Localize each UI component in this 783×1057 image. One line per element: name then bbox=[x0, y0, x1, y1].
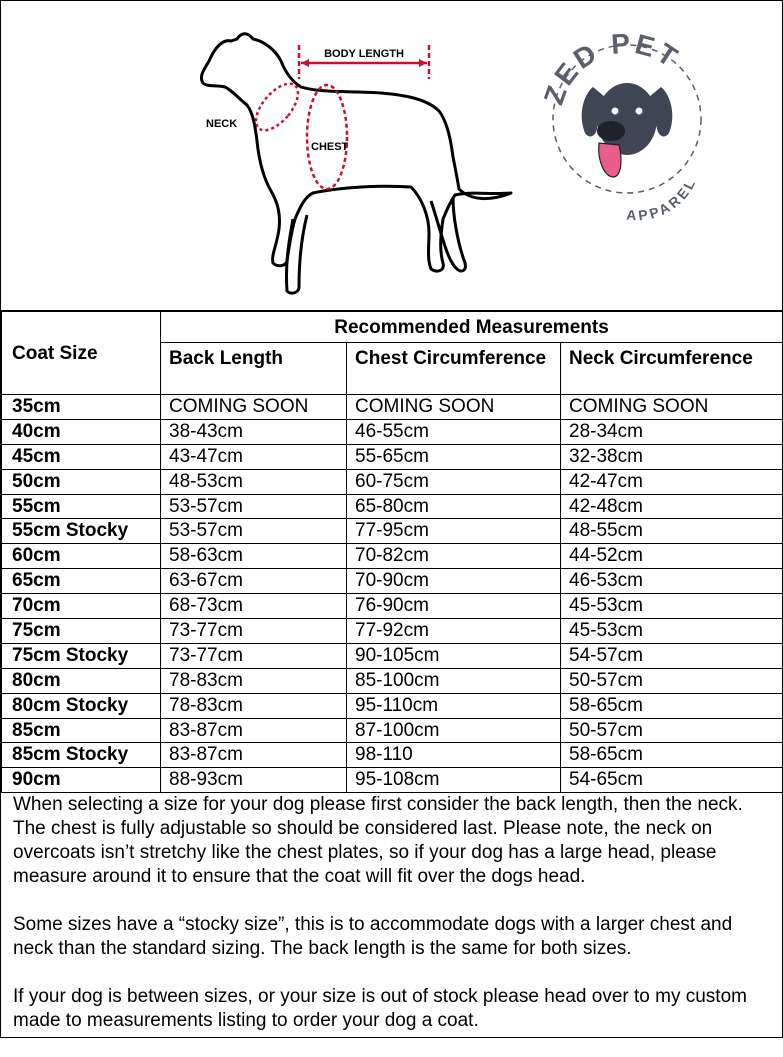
neck-circumference-cell: 42-47cm bbox=[561, 469, 783, 494]
size-rows bbox=[2, 395, 783, 793]
table-row bbox=[2, 494, 783, 519]
back-length-cell: 58-63cm bbox=[161, 544, 347, 569]
neck-circumference-cell: 54-65cm bbox=[561, 768, 783, 793]
chest-circumference-cell: 70-82cm bbox=[347, 544, 561, 569]
neck-circumference-cell: 45-53cm bbox=[561, 619, 783, 644]
chest-circumference-cell: 85-100cm bbox=[347, 668, 561, 693]
coat-size-cell: 55cm bbox=[2, 494, 161, 519]
coat-size-cell: 85cm Stocky bbox=[2, 743, 161, 768]
neck-circumference-cell: 48-55cm bbox=[561, 519, 783, 544]
neck-circumference-cell: 44-52cm bbox=[561, 544, 783, 569]
logo-right-eye-icon bbox=[636, 108, 643, 115]
chest-circumference-cell: 76-90cm bbox=[347, 594, 561, 619]
neck-circumference-cell: 45-53cm bbox=[561, 594, 783, 619]
sizing-note-priority: When selecting a size for your dog please first consider the back length, then the neck. The chest is fully adjustable so should be considered last. Please note, the neck on overcoats isn’t stretchy like the chest plates, so if your dog has a large head, please measure around it to ensure that the coat will fit over the dogs head. bbox=[13, 794, 743, 887]
sizing-notes bbox=[13, 793, 775, 1057]
recommended-measurements-header: Recommended Measurements bbox=[161, 312, 783, 343]
table-row bbox=[2, 643, 783, 668]
table-row bbox=[2, 419, 783, 444]
back-length-cell: 78-83cm bbox=[161, 693, 347, 718]
table-row bbox=[2, 743, 783, 768]
back-length-cell: 83-87cm bbox=[161, 743, 347, 768]
back-length-cell: 43-47cm bbox=[161, 444, 347, 469]
chest-circumference-cell: 46-55cm bbox=[347, 419, 561, 444]
coat-size-cell: 80cm bbox=[2, 668, 161, 693]
neck-circumference-cell: 58-65cm bbox=[561, 743, 783, 768]
neck-label: NECK bbox=[206, 118, 238, 130]
neck-circumference-cell: 58-65cm bbox=[561, 693, 783, 718]
coat-size-cell: 80cm Stocky bbox=[2, 693, 161, 718]
table-row bbox=[2, 693, 783, 718]
back-length-cell: 83-87cm bbox=[161, 718, 347, 743]
back-length-cell: 68-73cm bbox=[161, 594, 347, 619]
table-row bbox=[2, 444, 783, 469]
chest-circumference-cell: 77-95cm bbox=[347, 519, 561, 544]
table-row bbox=[2, 619, 783, 644]
zed-pet-apparel-logo bbox=[538, 27, 701, 223]
neck-circumference-cell: 32-38cm bbox=[561, 444, 783, 469]
neck-circumference-cell: COMING SOON bbox=[561, 395, 783, 420]
coat-size-cell: 45cm bbox=[2, 444, 161, 469]
coat-size-cell: 35cm bbox=[2, 395, 161, 420]
back-length-cell: 63-67cm bbox=[161, 569, 347, 594]
neck-circumference-cell: 28-34cm bbox=[561, 419, 783, 444]
coat-size-cell: 90cm bbox=[2, 768, 161, 793]
logo-dog-nose-icon bbox=[597, 121, 625, 141]
measurement-diagram-area bbox=[1, 1, 782, 311]
dog-outline bbox=[201, 34, 511, 271]
coat-size-cell: 40cm bbox=[2, 419, 161, 444]
back-length-cell: 73-77cm bbox=[161, 619, 347, 644]
logo-top-text: ZED PET bbox=[537, 27, 686, 109]
coat-size-cell: 65cm bbox=[2, 569, 161, 594]
chest-circumference-cell: 77-92cm bbox=[347, 619, 561, 644]
sizing-note-custom: If your dog is between sizes, or your size is out of stock please head over to my custom made to measurements listing to order your dog a coat. bbox=[13, 986, 747, 1031]
neck-circumference-cell: 50-57cm bbox=[561, 718, 783, 743]
coat-size-cell: 55cm Stocky bbox=[2, 519, 161, 544]
size-chart-table bbox=[1, 311, 783, 793]
chest-circumference-cell: 87-100cm bbox=[347, 718, 561, 743]
coat-size-cell: 75cm Stocky bbox=[2, 643, 161, 668]
logo-left-eye-icon bbox=[612, 108, 619, 115]
coat-size-cell: 50cm bbox=[2, 469, 161, 494]
back-length-cell: 38-43cm bbox=[161, 419, 347, 444]
sizing-note-stocky: Some sizes have a “stocky size”, this is to accommodate dogs with a larger chest and neck than the standard sizing. The back length is the same for both sizes. bbox=[13, 914, 733, 959]
back-length-cell: 78-83cm bbox=[161, 668, 347, 693]
chest-circumference-cell: 98-110 bbox=[347, 743, 561, 768]
chest-circumference-cell: 65-80cm bbox=[347, 494, 561, 519]
chest-circumference-cell: 70-90cm bbox=[347, 569, 561, 594]
table-group-header-row bbox=[2, 312, 783, 343]
neck-circumference-header: Neck Circumference bbox=[561, 343, 783, 395]
coat-size-cell: 60cm bbox=[2, 544, 161, 569]
coat-size-cell: 70cm bbox=[2, 594, 161, 619]
neck-circumference-cell: 46-53cm bbox=[561, 569, 783, 594]
back-length-header: Back Length bbox=[161, 343, 347, 395]
back-length-cell: 48-53cm bbox=[161, 469, 347, 494]
chest-circumference-cell: 95-108cm bbox=[347, 768, 561, 793]
logo-bottom-text: APPAREL bbox=[625, 174, 700, 224]
chest-circumference-header: Chest Circumference bbox=[347, 343, 561, 395]
coat-size-cell: 75cm bbox=[2, 619, 161, 644]
neck-circumference-cell: 54-57cm bbox=[561, 643, 783, 668]
logo-dog-tongue-icon bbox=[599, 143, 621, 177]
chest-circumference-cell: 90-105cm bbox=[347, 643, 561, 668]
back-length-cell: 53-57cm bbox=[161, 494, 347, 519]
table-row bbox=[2, 594, 783, 619]
table-row bbox=[2, 544, 783, 569]
chest-label: CHEST bbox=[311, 141, 349, 153]
body-length-label: BODY LENGTH bbox=[324, 48, 404, 60]
chest-circumference-cell: 60-75cm bbox=[347, 469, 561, 494]
table-row bbox=[2, 569, 783, 594]
table-row bbox=[2, 668, 783, 693]
dog-measurement-illustration bbox=[1, 1, 782, 310]
table-row bbox=[2, 768, 783, 793]
neck-circumference-cell: 42-48cm bbox=[561, 494, 783, 519]
body-length-arrow-right-icon bbox=[419, 59, 427, 67]
back-length-cell: 88-93cm bbox=[161, 768, 347, 793]
back-length-cell: 53-57cm bbox=[161, 519, 347, 544]
back-length-cell: 73-77cm bbox=[161, 643, 347, 668]
chest-circumference-cell: COMING SOON bbox=[347, 395, 561, 420]
neck-circumference-cell: 50-57cm bbox=[561, 668, 783, 693]
chest-circumference-cell: 95-110cm bbox=[347, 693, 561, 718]
table-row bbox=[2, 469, 783, 494]
table-row bbox=[2, 395, 783, 420]
chest-measure-loop bbox=[307, 85, 347, 189]
coat-size-cell: 85cm bbox=[2, 718, 161, 743]
coat-size-header: Coat Size bbox=[2, 312, 161, 395]
table-row bbox=[2, 718, 783, 743]
table-row bbox=[2, 519, 783, 544]
body-length-arrow-left-icon bbox=[301, 59, 309, 67]
dog-front-leg bbox=[286, 215, 307, 293]
back-length-cell: COMING SOON bbox=[161, 395, 347, 420]
chest-circumference-cell: 55-65cm bbox=[347, 444, 561, 469]
